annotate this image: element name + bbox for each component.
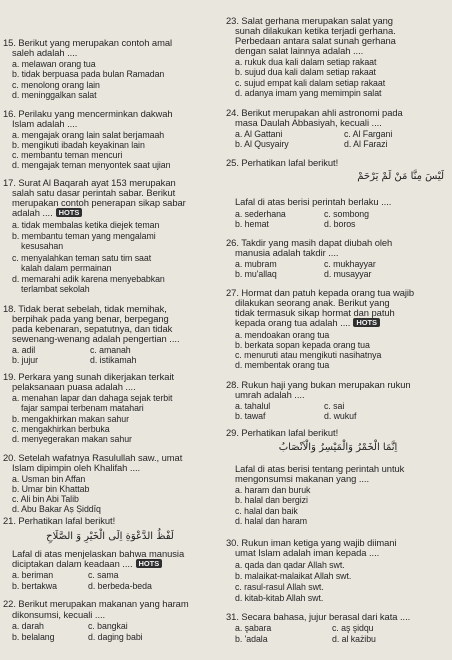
q23-option-a[interactable]: a. rukuk dua kali dalam setiap rakaat — [235, 57, 377, 67]
q15-stem-line1: 15. Berikut yang merupakan contoh amal — [3, 37, 173, 48]
q22-stem-line2: dikonsumsi, kecuali .... — [12, 609, 106, 620]
q20-stem-line2: Islam dipimpin oleh Khalifah .... — [12, 462, 141, 473]
q30-option-c[interactable]: c. rasul-rasul Allah swt. — [235, 582, 324, 592]
q15-stem-line2: saleh adalah .... — [12, 47, 78, 58]
q23-stem-line3: Perbedaan antara salat sunah gerhana — [235, 35, 396, 46]
q31-option-d[interactable]: d. al każibu — [332, 634, 376, 644]
q16-option-c[interactable]: c. membantu teman mencuri — [12, 150, 123, 160]
q18-stem-line4: sewenang-wenang adalah pengertian .... — [12, 333, 180, 344]
q17-stem-text: adalah .... — [12, 207, 53, 218]
q17-stem-line3: merupakan contoh penerapan sikap sabar — [12, 197, 186, 208]
q17-option-d-line1[interactable]: d. memarahi adik karena menyebabkan — [12, 274, 165, 284]
q27-option-d[interactable]: d. membentak orang tua — [235, 360, 330, 370]
q18-option-c[interactable]: c. amanah — [90, 345, 131, 355]
q17-option-c-line1[interactable]: c. menyalahkan teman satu tim saat — [12, 253, 152, 263]
q24-stem-line1: 24. Berikut merupakan ahli astronomi pada — [226, 107, 403, 118]
q27-stem-line1: 27. Hormat dan patuh kepada orang tua wajib — [226, 287, 415, 298]
q22-stem-line1: 22. Berikut merupakan makanan yang haram — [3, 598, 189, 609]
q20-stem-line1: 20. Setelah wafatnya Rasulullah saw., umat — [3, 452, 183, 463]
q17-stem-line1: 17. Surat Al Baqarah ayat 153 merupakan — [3, 177, 176, 188]
q15-option-b[interactable]: b. tidak berpuasa pada bulan Ramadan — [12, 69, 165, 79]
q21-text-line2 — [12, 559, 162, 569]
q19-option-c[interactable]: c. mengakhirkan berbuka — [12, 424, 110, 434]
q22-option-b[interactable]: b. belalang — [12, 632, 55, 642]
q20-option-d[interactable]: d. Abu Bakar Aṣ Ṣiddīq — [12, 504, 101, 514]
hots-badge: HOTS — [136, 559, 163, 568]
q15-option-d[interactable]: d. meninggalkan salat — [12, 90, 97, 100]
q30-option-a[interactable]: a. qada dan qadar Allah swt. — [235, 560, 345, 570]
q21-stem: 21. Perhatikan lafal berikut! — [3, 515, 116, 526]
q29-arabic-text: اِنَّمَا الْخَمْرُ وَالْمَيْسِرُ وَالْاَنْصَابُ — [278, 442, 398, 453]
q16-stem-line2: Islam adalah .... — [12, 118, 78, 129]
q28-option-b[interactable]: b. tawaf — [235, 411, 266, 421]
q19-option-b[interactable]: b. mengakhirkan makan sahur — [12, 414, 129, 424]
q25-option-b[interactable]: b. hemat — [235, 219, 269, 229]
q25-option-c[interactable]: c. sombong — [324, 209, 369, 219]
q31-option-a[interactable]: a. şabara — [235, 623, 272, 633]
q27-stem-line2: dilakukan seorang anak. Berikut yang — [235, 297, 390, 308]
q28-option-a[interactable]: a. tahalul — [235, 401, 271, 411]
q19-option-d[interactable]: d. menyegerakan makan sahur — [12, 434, 132, 444]
q28-stem-line1: 28. Rukun haji yang bukan merupakan rukun — [226, 379, 411, 390]
q16-option-b[interactable]: b. mengikuti ibadah keyakinan lain — [12, 140, 145, 150]
q26-stem-line1: 26. Takdir yang masih dapat diubah oleh — [226, 237, 393, 248]
q23-stem-line2: sunah dilakukan ketika terjadi gerhana. — [235, 25, 396, 36]
q31-stem: 31. Secara bahasa, jujur berasal dari kata .... — [226, 611, 411, 622]
q30-stem-line2: umat Islam adalah iman kepada .... — [235, 547, 380, 558]
q31-option-b[interactable]: b. 'adala — [235, 634, 268, 644]
q18-option-a[interactable]: a. adil — [12, 345, 36, 355]
q26-option-b[interactable]: b. mu'allaq — [235, 269, 277, 279]
q22-option-d[interactable]: d. daging babi — [88, 632, 143, 642]
q27-stem-line3: tidak termasuk sikap hormat dan patuh — [235, 307, 395, 318]
q30-option-b[interactable]: b. malaikat-malaikat Allah swt. — [235, 571, 352, 581]
q18-option-d[interactable]: d. istikamah — [90, 355, 137, 365]
q24-option-a[interactable]: a. Al Gattani — [235, 129, 283, 139]
q17-stem-line2: salah satu dasar perintah sabar. Berikut — [12, 187, 176, 198]
q18-stem-line3: pada kebenaran, sepatutnya, dan tidak — [12, 323, 173, 334]
q26-option-a[interactable]: a. mubram — [235, 259, 277, 269]
q19-option-a-line1[interactable]: a. menahan lapar dan dahaga sejak terbit — [12, 393, 173, 403]
q23-option-c[interactable]: c. sujud empat kali dalam setiap rakaat — [235, 78, 386, 88]
q22-option-c[interactable]: c. bangkai — [88, 621, 128, 631]
hots-badge: HOTS — [353, 318, 380, 327]
q25-option-a[interactable]: a. sederhana — [235, 209, 286, 219]
q25-text-line1: Lafal di atas berisi perintah berlaku .... — [235, 196, 392, 207]
q26-option-d[interactable]: d. musayyar — [324, 269, 372, 279]
q17-option-b-line1[interactable]: b. membantu teman yang mengalami — [12, 231, 156, 241]
q29-option-a[interactable]: a. haram dan buruk — [235, 485, 311, 495]
q17-option-b-line2[interactable]: kesusahan — [21, 241, 64, 251]
q23-option-b[interactable]: b. sujud dua kali dalam setiap rakaat — [235, 67, 376, 77]
q21-text-line2-text: diciptakan dalam keadaan .... — [12, 558, 133, 569]
hots-badge: HOTS — [56, 208, 83, 217]
q18-stem-line1: 18. Tidak berat sebelah, tidak memihak, — [3, 303, 167, 314]
q26-stem-line2: manusia adalah takdir .... — [235, 247, 339, 258]
q24-stem-line2: masa Daulah Abbasiyah, kecuali .... — [235, 117, 382, 128]
q24-option-b[interactable]: b. Al Qusyairy — [235, 139, 289, 149]
q22-option-a[interactable]: a. darah — [12, 621, 44, 631]
q17-option-c-line2[interactable]: kalah dalam permainan — [21, 263, 112, 273]
q31-option-c[interactable]: c. aş şidqu — [332, 623, 374, 633]
q15-option-a[interactable]: a. melawan orang tua — [12, 59, 96, 69]
q17-option-d-line2[interactable]: terlambat sekolah — [21, 284, 90, 294]
q23-stem-line1: 23. Salat gerhana merupakan salat yang — [226, 15, 393, 26]
q28-option-d[interactable]: d. wukuf — [324, 411, 357, 421]
q29-option-b[interactable]: b. halal dan bergizi — [235, 495, 308, 505]
q29-stem: 29. Perhatikan lafal berikut! — [226, 427, 339, 438]
q21-option-a[interactable]: a. beriman — [12, 570, 54, 580]
q19-option-a-line2[interactable]: fajar sampai terbenam matahari — [21, 403, 144, 413]
q30-stem-line1: 30. Rukun iman ketiga yang wajib diimani — [226, 537, 397, 548]
q28-stem-line2: umrah adalah .... — [235, 389, 305, 400]
q21-option-c[interactable]: c. sama — [88, 570, 119, 580]
q23-option-d[interactable]: d. adanya imam yang memimpin salat — [235, 88, 382, 98]
q20-option-a[interactable]: a. Usman bin Affan — [12, 474, 86, 484]
q30-option-d[interactable]: d. kitab-kitab Allah swt. — [235, 593, 324, 603]
q20-option-c[interactable]: c. Ali bin Abi Talib — [12, 494, 79, 504]
q15-option-c[interactable]: c. menolong orang lain — [12, 80, 100, 90]
q18-option-b[interactable]: b. jujur — [12, 355, 39, 365]
q27-option-c[interactable]: c. menuruti atau mengikuti nasihatnya — [235, 350, 382, 360]
q27-option-b[interactable]: b. berkata sopan kepada orang tua — [235, 340, 370, 350]
q29-option-d[interactable]: d. halal dan haram — [235, 516, 307, 526]
q24-option-d[interactable]: d. Al Farazi — [344, 139, 388, 149]
q21-option-b[interactable]: b. bertakwa — [12, 581, 57, 591]
q27-stem-line4 — [235, 318, 380, 328]
q23-stem-line4: dengan salat lainnya adalah .... — [235, 45, 364, 56]
q21-option-d[interactable]: d. berbeda-beda — [88, 581, 152, 591]
q29-text-line2: mengonsumsi makanan yang .... — [235, 473, 370, 484]
q17-stem-line4 — [12, 208, 82, 218]
q29-option-c[interactable]: c. halal dan baik — [235, 506, 298, 516]
q27-stem-text: kepada orang tua adalah .... — [235, 317, 351, 328]
q28-option-c[interactable]: c. sai — [324, 401, 345, 411]
q17-option-a[interactable]: a. tidak membalas ketika diejek teman — [12, 220, 160, 230]
q21-text-line1: Lafal di atas menjelaskan bahwa manusia — [12, 548, 185, 559]
q29-text-line1: Lafal di atas berisi tentang perintah untuk — [235, 463, 405, 474]
q25-option-d[interactable]: d. boros — [324, 219, 356, 229]
q27-option-a[interactable]: a. mendoakan orang tua — [235, 330, 330, 340]
q21-arabic-text: لَفْظُ الدَّعْوَةِ اِلَى الْخَيْرِ وَ الصَّلَاحِ — [46, 531, 174, 542]
q19-stem-line1: 19. Perkara yang sunah dikerjakan terkait — [3, 371, 174, 382]
q19-stem-line2: pelaksanaan puasa adalah .... — [12, 381, 136, 392]
q16-stem-line1: 16. Perilaku yang mencerminkan dakwah — [3, 108, 173, 119]
q25-arabic-text: لَيْسَ مِنَّا مَنْ لَمْ يَرْحَمْ — [357, 171, 444, 182]
q20-option-b[interactable]: b. Umar bin Khattab — [12, 484, 90, 494]
q16-option-a[interactable]: a. mengajak orang lain salat berjamaah — [12, 130, 165, 140]
q16-option-d[interactable]: d. mengajak teman menyontek saat ujian — [12, 160, 171, 170]
q18-stem-line2: berpihak pada yang benar, berpegang — [12, 313, 169, 324]
q25-stem: 25. Perhatikan lafal berikut! — [226, 157, 339, 168]
q26-option-c[interactable]: c. mukhayyar — [324, 259, 376, 269]
q24-option-c[interactable]: c. Al Fargani — [344, 129, 393, 139]
